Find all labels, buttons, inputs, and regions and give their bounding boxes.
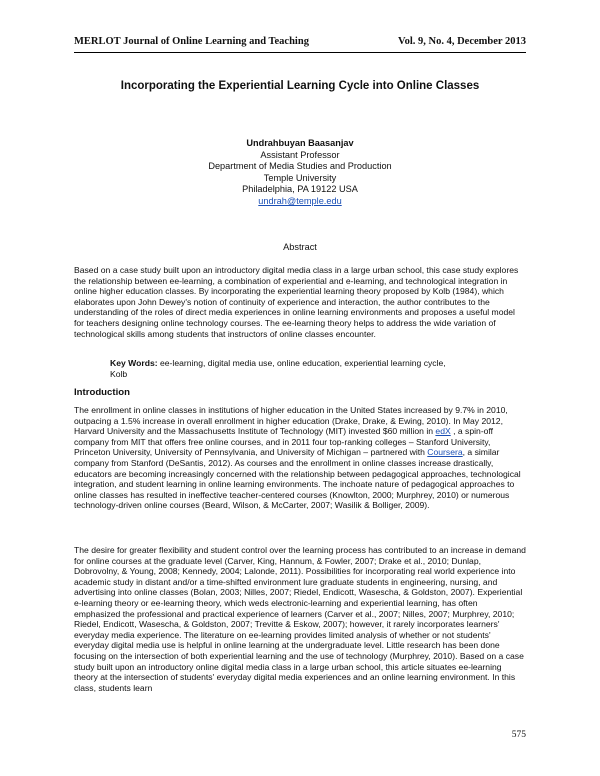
intro-paragraph-1: [74, 405, 526, 511]
author-university: Temple University: [263, 172, 337, 183]
edx-link[interactable]: edX: [435, 426, 451, 437]
intro-p1-part1: The enrollment in online classes in institutions of higher education in the United States increased by 9.7% in 2010, outpacing a 1.5% increase in overall enrollment in higher education (Drake, Drake, & Ewing, 2010). In May 2012, Harvard University and the Massachusetts Institute of Technology (MIT) invested $60 million in: [74, 405, 508, 437]
paper-title: Incorporating the Experiential Learning Cycle into Online Classes: [120, 80, 480, 92]
page-number: 575: [511, 730, 526, 740]
running-header: [74, 36, 526, 50]
abstract-heading: Abstract: [283, 242, 317, 252]
journal-name: MERLOT Journal of Online Learning and Teaching: [74, 36, 309, 47]
author-email-link[interactable]: undrah@temple.edu: [258, 195, 342, 206]
intro-paragraph-2: The desire for greater flexibility and student control over the learning process has contributed to an increase in demand for online courses at the graduate level (Carver, King, Hannum, & Fowler, 2007; Drake et al., 2010; Dunlap, Dobrovolny, & Young, 2008; Kennedy, 2004; Lalonde, 2011). Possibilities for incorporating real world experience into academic study in distant and/or a time-shifted environment lure graduate students in engineering, nursing, and advertising into online classes (Bolan, 2003; Nilles, 2007; Riedel, Endicott, Wasescha, & Goldston, 2007). Experiential e-learning theory or ee-learning theory, which weds electronic-learning and experiential learning, has often emphasized the professional and practical experience of learners (Carver et al., 2007; Nilles, 2007; Murphrey, 2010; Riedel, Endicott, Wasescha, & Goldston, 2007; Trevitte & Eskow, 2007); however, it rarely incorporates learners' everyday media experience. The literature on ee-learning provides limited analysis of whether or not students' everyday digital media use is helpful in online learning at the undergraduate level. Little research has been done focusing on the intersection of both experiential learning and the use of technology (Murphrey, 2010). Based on a case study built upon an introductory online digital media class in a large urban school, this article situates ee-learning theory at the intersection of students' everyday digital media experiences and an online learning environment. In this class, students learn: [74, 545, 526, 693]
author-location: Philadelphia, PA 19122 USA: [242, 184, 358, 195]
intro-p1-part2: , a spin-off company from MIT that offers free online courses, and in 2011 four top-ranking colleges – Stanford University, Princeton University, University of Pennsylvania, and University of Michigan – partnered with: [74, 426, 494, 458]
keywords-label: Key Words:: [110, 358, 158, 368]
keywords: [110, 358, 450, 379]
introduction-heading: Introduction: [74, 387, 130, 398]
author-department: Department of Media Studies and Production: [208, 161, 392, 172]
author-position: Assistant Professor: [260, 149, 340, 160]
author-name: Undrahbuyan Baasanjav: [246, 138, 354, 148]
keywords-list: ee-learning, digital media use, online education, experiential learning cycle, Kolb: [110, 358, 446, 379]
author-block: [0, 138, 600, 208]
issue-info: Vol. 9, No. 4, December 2013: [397, 36, 526, 47]
coursera-link[interactable]: Coursera: [427, 447, 463, 458]
abstract-text: Based on a case study built upon an introductory digital media class in a large urban school, this case study explores the relationship between ee-learning, a combination of experiential and e-learning, and technological integration in online higher education classes. By incorporating the experiential learning theory proposed by Kolb (1984), which elaborates upon John Dewey's notion of continuity of experience and interaction, the author contributes to the understanding of the roles of direct media experiences in online learning environments and proposes a useful model for teachers designing online technology courses. The ee-learning theory helps to address the wide variation of technological skills among students that instructors of online classes encounter.: [74, 265, 519, 339]
intro-p1-part3: , a similar company from Stanford (DeSantis, 2012). As courses and the enrollment in online classes increase drastically, educators are becoming increasingly concerned with the relationship between pedagogical approaches, technological integration, and student learning in online learning environments. The inchoate nature of pedagogical approaches to online classes has resulted in ineffective teacher-centered courses (Knowlton, 2000; Murphrey, 2010) or numerous technology-driven online courses (Beard, Wilson, & McCarter, 2007; Wasilik & Bolliger, 2009).: [74, 447, 521, 511]
header-rule: [74, 52, 526, 53]
